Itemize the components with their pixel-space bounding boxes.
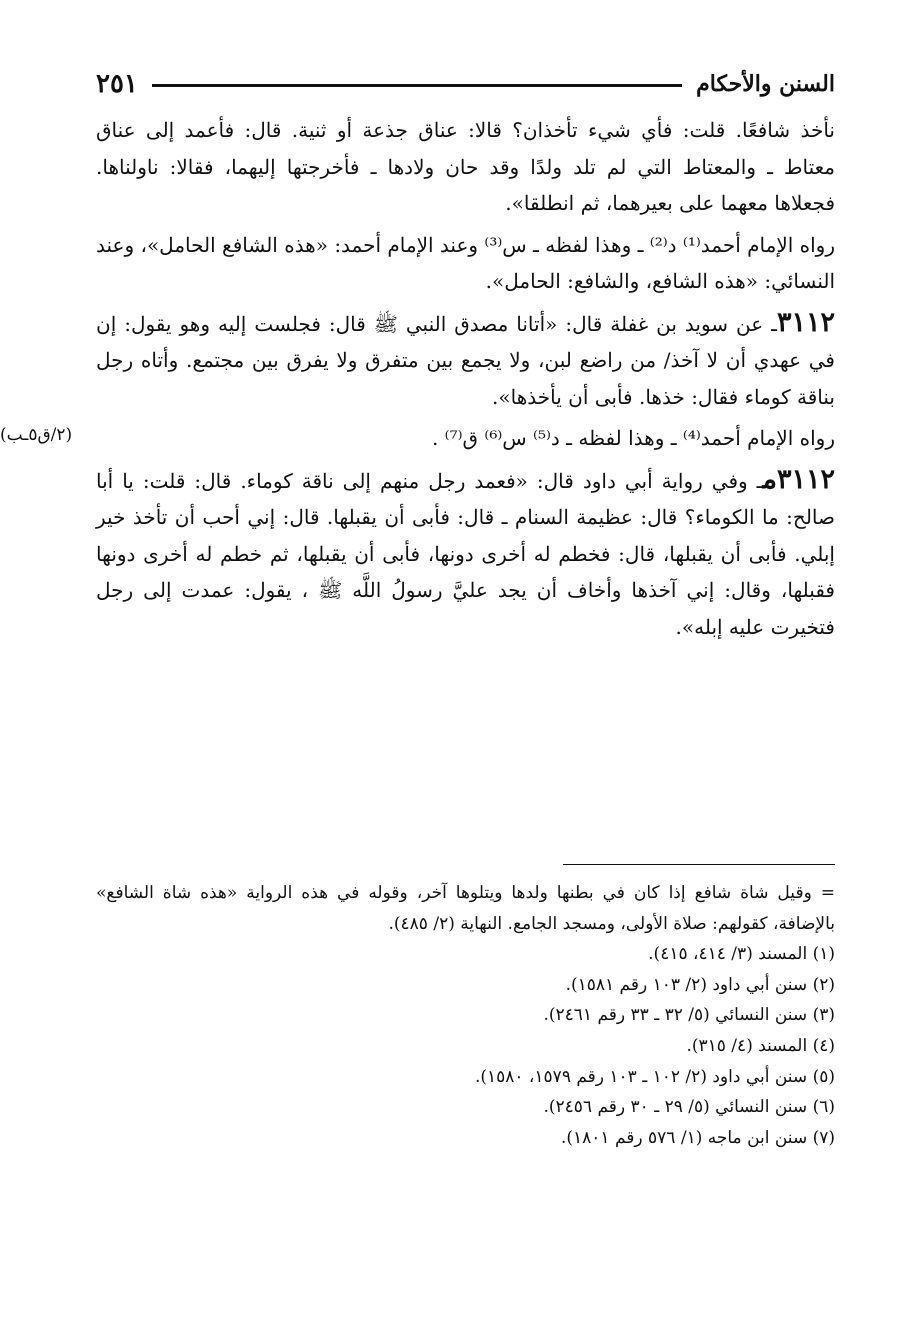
paragraph-text: ـ وفي رواية أبي داود قال: «فعمد رجل منهم إلى ناقة كوماء. قال: قلت: يا أبا صالح: ما الكوماء؟ قال: عظيمة السنام ـ قال: فأبى أن يقبلها. قال: إني أحب أن تأخذ خير إبلي. فأبى أن يقبلها، قال: فخطم له أخرى دونها، فأبى أن يقبلها، ثم خطم له أخرى دونها فقبلها، وقال: إني آخذها وأخاف أن يجد عليَّ رسولُ اللَّه ﷺ ، يقول: عمدت إلى رجل فتخيرت عليه إبله».	[96, 468, 835, 639]
footnote-item: (٥) سنن أبي داود (٢/ ١٠٢ ـ ١٠٣ رقم ١٥٧٩، ١٥٨٠).	[474, 1066, 835, 1087]
footnote-item: (٣) سنن النسائي (٥/ ٣٢ ـ ٣٣ رقم ٢٤٦١).	[543, 1005, 835, 1026]
paragraph-text: ـ عن سويد بن غفلة قال: «أتانا مصدق النبي ﷺ قال: فجلست إليه وهو يقول: إن في عهدي أن لا آخذ/ من راضع لبن، ولا يجمع بين متفرق ولا يفرق بين مجتمع. وأتاه رجل بناقة كوماء فقال: خذها. فأبى أن يأخذها».	[96, 311, 835, 409]
running-header	[96, 64, 835, 104]
footnote-divider	[563, 864, 835, 865]
header-rule	[152, 84, 682, 87]
paragraph-text: نأخذ شافعًا. قلت: فأي شيء تأخذان؟ قالا: عناق جذعة أو ثنية. قال: فأعمد إلى عناق معتاط ـ والمعتاط التي لم تلد ولدًا وقد حان ولادها ـ فأخرجتها إليهما، فقالا: ناولناها. فجعلاها معهما على بعيرهما، ثم انطلقا».	[96, 118, 835, 215]
paragraph-takhrij-2	[96, 420, 835, 457]
hadith-3112	[96, 305, 835, 416]
hadith-number: ٣١١٢	[777, 306, 836, 338]
footnote-continuation: = وقيل شاة شافع إذا كان في بطنها ولدها ويتلوها آخر، وقوله في هذه الرواية «هذه شاة الشافع» بالإضافة، كقولهم: صلاة الأولى، ومسجد الجامع. النهاية (٢/ ٤٨٥).	[96, 883, 835, 934]
footnote-item: (٧) سنن ابن ماجه (١/ ٥٧٦ رقم ١٨٠١).	[560, 1127, 835, 1148]
footnote-item: (٤) المسند (٤/ ٣١٥).	[686, 1035, 835, 1056]
paragraph-text: رواه الإمام أحمد⁽¹⁾ د⁽²⁾ ـ وهذا لفظه ـ س⁽³⁾ وعند الإمام أحمد: «هذه الشافع الحامل»، وعند النسائي: «هذه الشافع، والشافع: الحامل».	[96, 232, 835, 293]
main-text	[96, 112, 835, 645]
manuscript-folio-marker: (٢/ق٥ـب)	[0, 425, 73, 445]
footnote-item: (١) المسند (٣/ ٤١٤، ٤١٥).	[648, 944, 835, 965]
header-title: السنن والأحكام	[696, 71, 835, 97]
footnote-item: (٢) سنن أبي داود (٢/ ١٠٣ رقم ١٥٨١).	[565, 974, 835, 995]
paragraph-text: رواه الإمام أحمد⁽⁴⁾ ـ وهذا لفظه ـ د⁽⁵⁾ س⁽⁶⁾ ق⁽⁷⁾ .	[431, 426, 835, 450]
hadith-3112m	[96, 462, 835, 646]
footnotes	[96, 878, 835, 1153]
paragraph-continuation	[96, 112, 835, 222]
hadith-number: ٣١١٢م	[762, 463, 835, 495]
paragraph-takhrij-1	[96, 227, 835, 300]
page-number: ٢٥١	[96, 69, 138, 99]
footnote-item: (٦) سنن النسائي (٥/ ٢٩ ـ ٣٠ رقم ٢٤٥٦).	[543, 1097, 835, 1118]
